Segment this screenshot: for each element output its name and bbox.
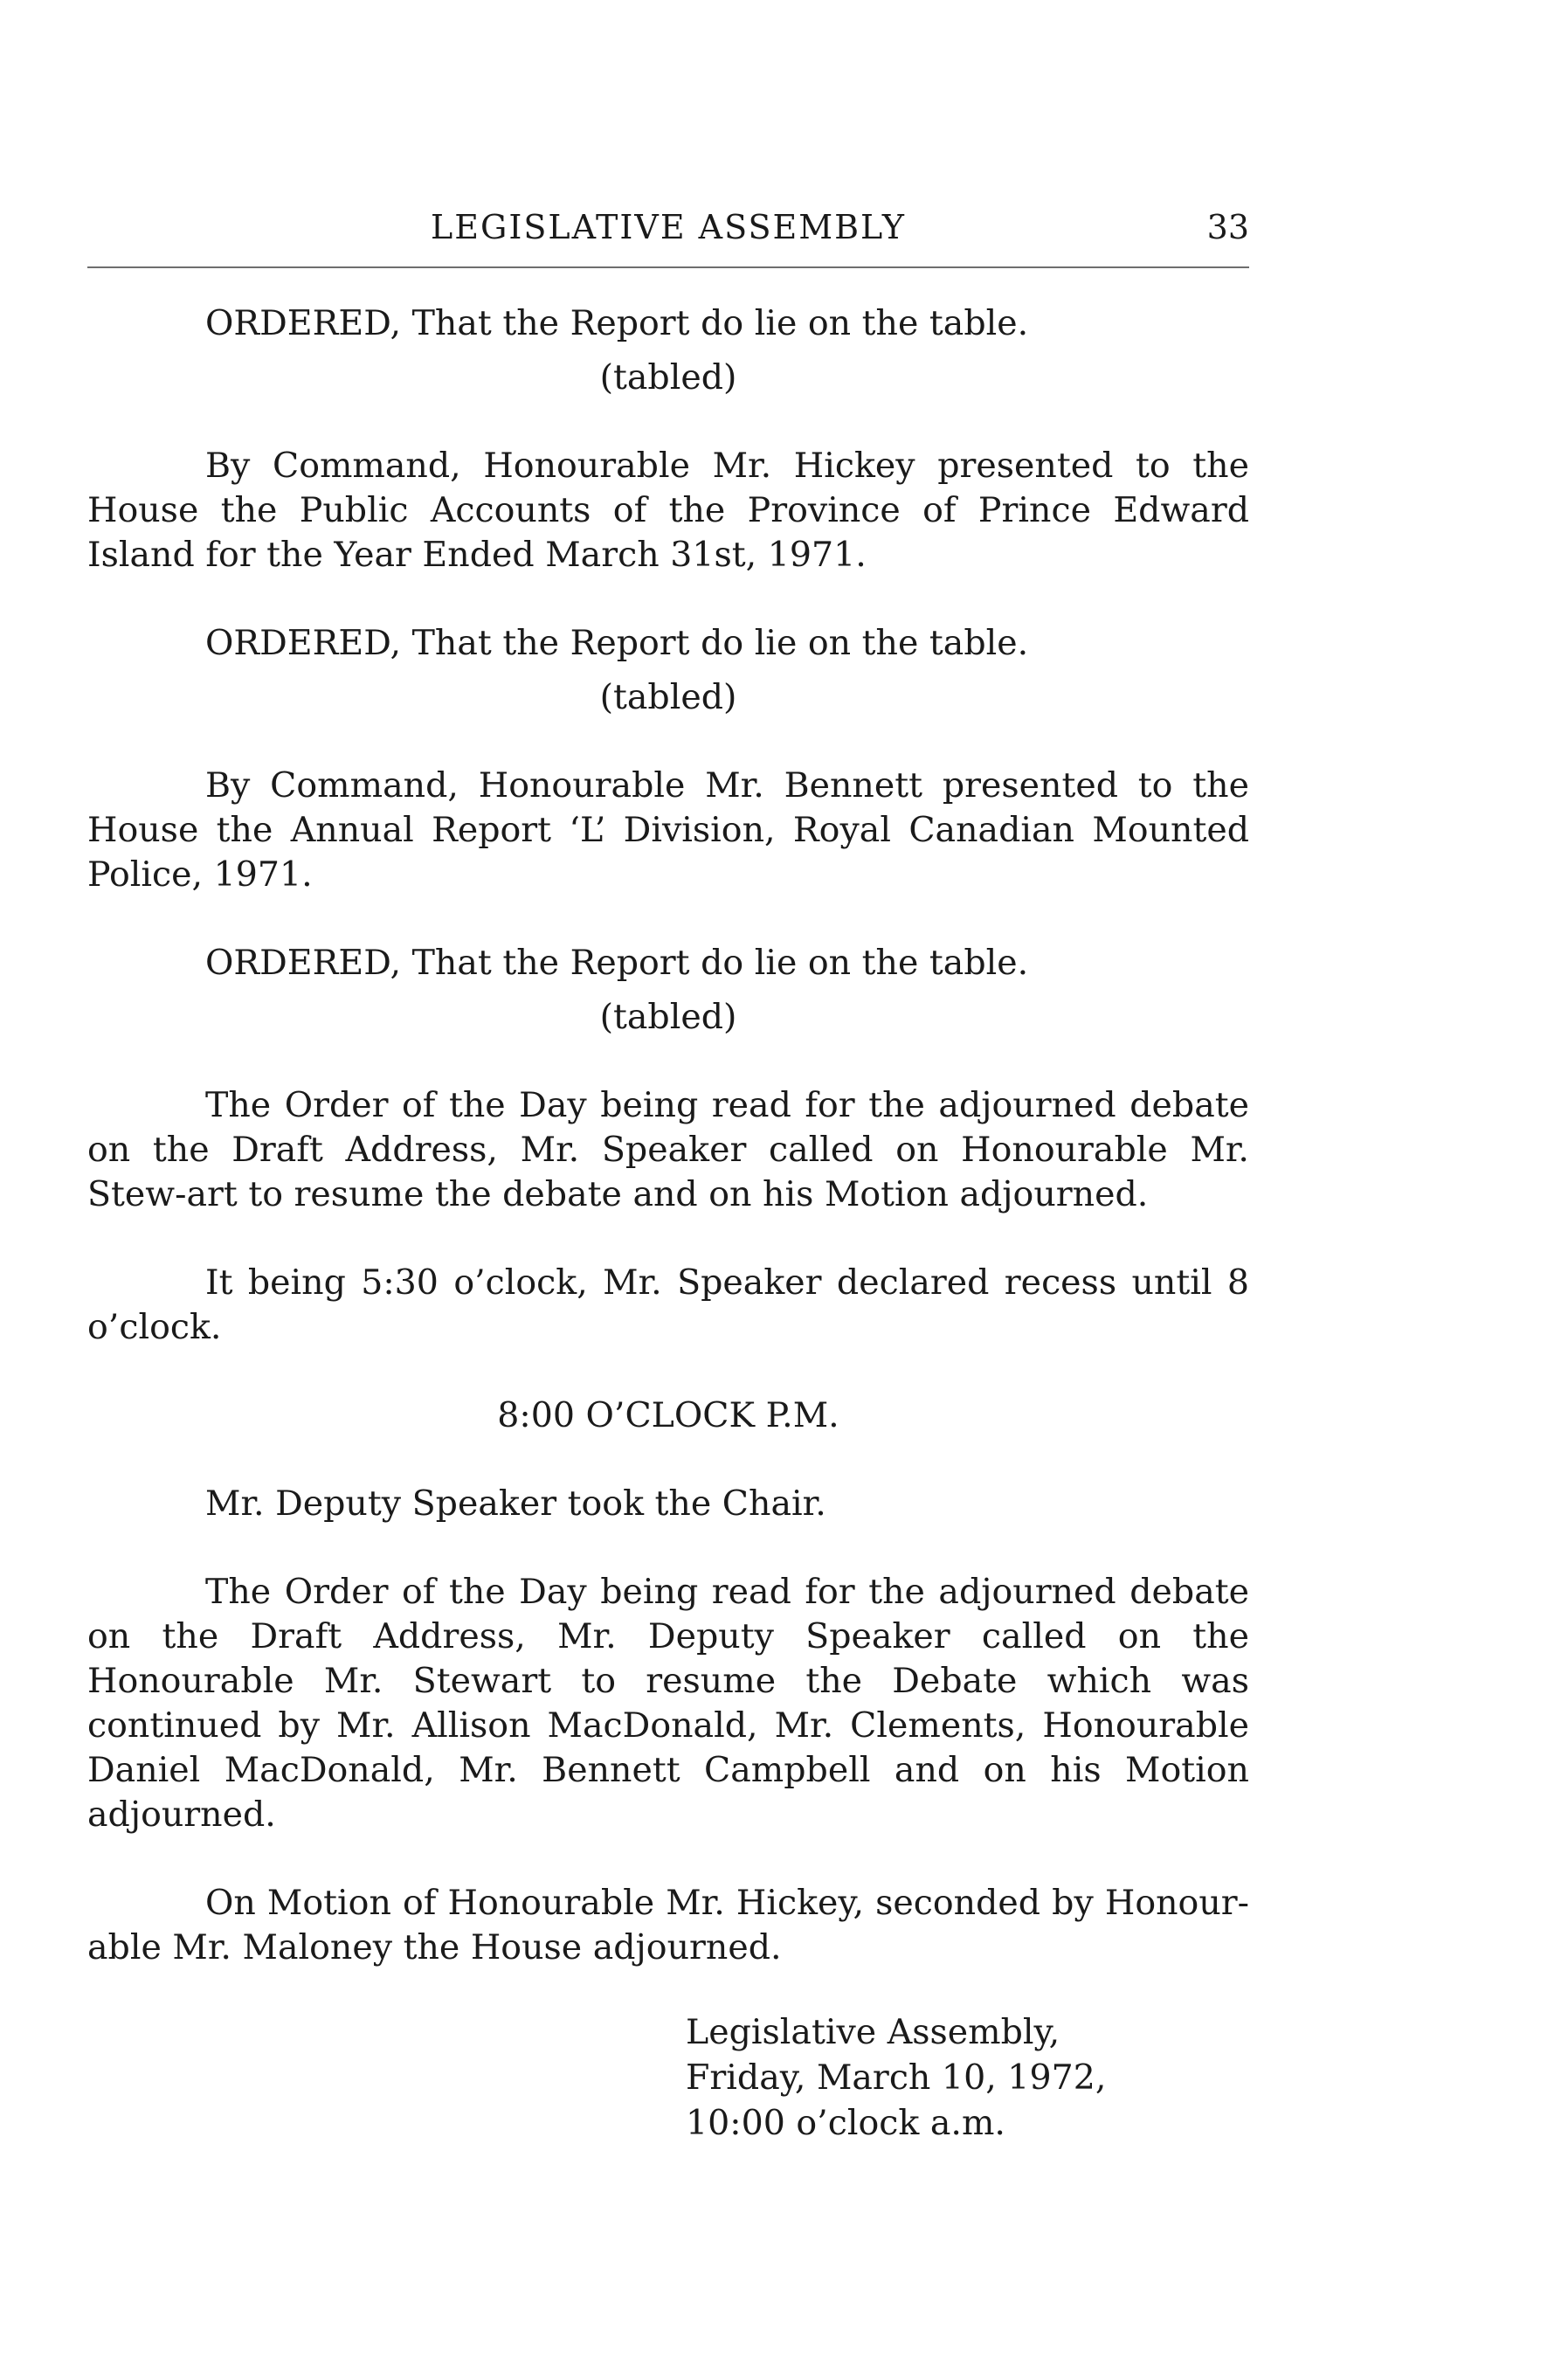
time-heading: 8:00 O’CLOCK P.M. (497, 1395, 839, 1435)
dateline-time: 10:00 o’clock a.m. (686, 2103, 1005, 2143)
page-body (87, 301, 1249, 1970)
dateline-place: Legislative Assembly, (686, 2012, 1060, 2052)
ordered-paragraph: ORDERED, That the Report do lie on the table. (205, 943, 1029, 983)
body-paragraph: The Order of the Day being read for the adjourned debate on the Draft Address, Mr. Speaker called on Honourable Mr. Stew-art to resume the debate and on his Motion adjourned. (87, 1085, 1249, 1214)
body-paragraph: Mr. Deputy Speaker took the Chair. (205, 1483, 826, 1524)
closing-dateline (686, 2009, 1106, 2146)
tabled-note: (tabled) (599, 997, 737, 1037)
page-number: 33 (1206, 208, 1249, 246)
body-paragraph: By Command, Honourable Mr. Hickey presented to the House the Public Accounts of the Province of Prince Edward Island for the Year Ended March 31st, 1971. (87, 446, 1249, 575)
ordered-paragraph: ORDERED, That the Report do lie on the table. (205, 623, 1029, 663)
body-paragraph: By Command, Honourable Mr. Bennett presented to the House the Annual Report ‘L’ Division, Royal Canadian Mounted Police, 1971. (87, 765, 1249, 895)
body-paragraph: It being 5:30 o’clock, Mr. Speaker declared recess until 8 o’clock. (87, 1262, 1249, 1347)
body-paragraph: On Motion of Honourable Mr. Hickey, seconded by Honour-able Mr. Maloney the House adjourned. (87, 1883, 1249, 1967)
tabled-note: (tabled) (599, 357, 737, 398)
body-paragraph: The Order of the Day being read for the adjourned debate on the Draft Address, Mr. Deputy Speaker called on the Honourable Mr. Stewart to resume the Debate which was continued by Mr. Allison MacDonald, Mr. Clements, Honourable Daniel MacDonald, Mr. Bennett Campbell and on his Motion adjourned. (87, 1572, 1249, 1835)
page-header (87, 208, 1249, 271)
ordered-paragraph: ORDERED, That the Report do lie on the table. (205, 303, 1029, 343)
running-title: LEGISLATIVE ASSEMBLY (431, 208, 906, 246)
dateline-date: Friday, March 10, 1972, (686, 2057, 1107, 2098)
tabled-note: (tabled) (599, 677, 737, 717)
header-rule (87, 266, 1249, 268)
